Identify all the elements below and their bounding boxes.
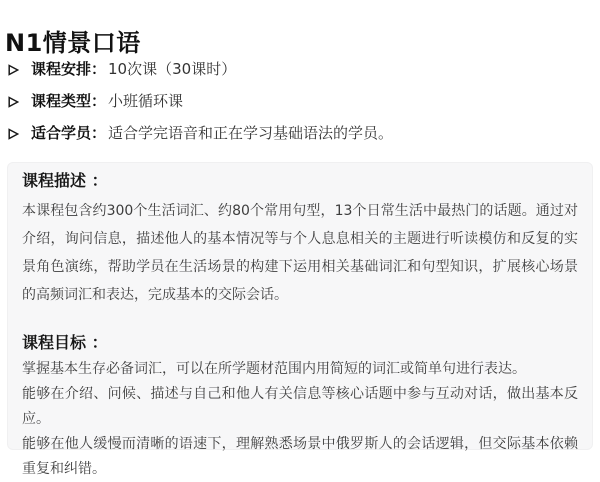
bullet-label-audience: 适合学员：	[31, 124, 107, 142]
course-description-heading: 课程描述 ：	[22, 171, 108, 190]
bullet-text-schedule: 10次课（30课时）	[108, 60, 237, 78]
bullet-label-schedule: 课程安排：	[31, 60, 107, 78]
goal-item: 掌握基本生存必备词汇，可以在所学题材范围内用简短的词汇或简单句进行表达。	[22, 361, 526, 377]
page-title: N1情景口语	[5, 29, 141, 58]
bullet-text-type: 小班循环课	[108, 92, 184, 110]
arrowhead-bullet-icon	[8, 128, 19, 140]
bullet-text-audience: 适合学完语音和正在学习基础语法的学员。	[108, 124, 394, 142]
course-info-panel	[7, 162, 593, 477]
bullet-item-audience	[8, 125, 592, 142]
bullet-item-type	[8, 93, 592, 110]
bullet-label-type: 课程类型：	[31, 92, 107, 110]
arrowhead-bullet-icon	[8, 96, 19, 108]
course-facts-list	[8, 61, 592, 157]
bullet-item-schedule	[8, 61, 592, 78]
goal-item: 能够在他人缓慢而清晰的语速下，理解熟悉场景中俄罗斯人的会话逻辑，但交际基本依赖重复和纠错。	[22, 436, 578, 477]
course-description-text: 本课程包含约300个生活词汇、约80个常用句型，13个日常生活中最热门的话题。通过对介绍，询问信息，描述他人的基本情况等与个人息息相关的主题进行听读模仿和反复的实景角色演练，帮助学员在生活场景的构建下运用相关基础词汇和句型知识，扩展核心场景的高频词汇和表达，完成基本的交际会话。	[22, 203, 578, 303]
course-goals-heading: 课程目标 ：	[22, 333, 108, 352]
goal-item: 能够在介绍、问候、描述与自己和他人有关信息等核心话题中参与互动对话，做出基本反应。	[22, 386, 578, 427]
arrowhead-bullet-icon	[8, 64, 19, 76]
